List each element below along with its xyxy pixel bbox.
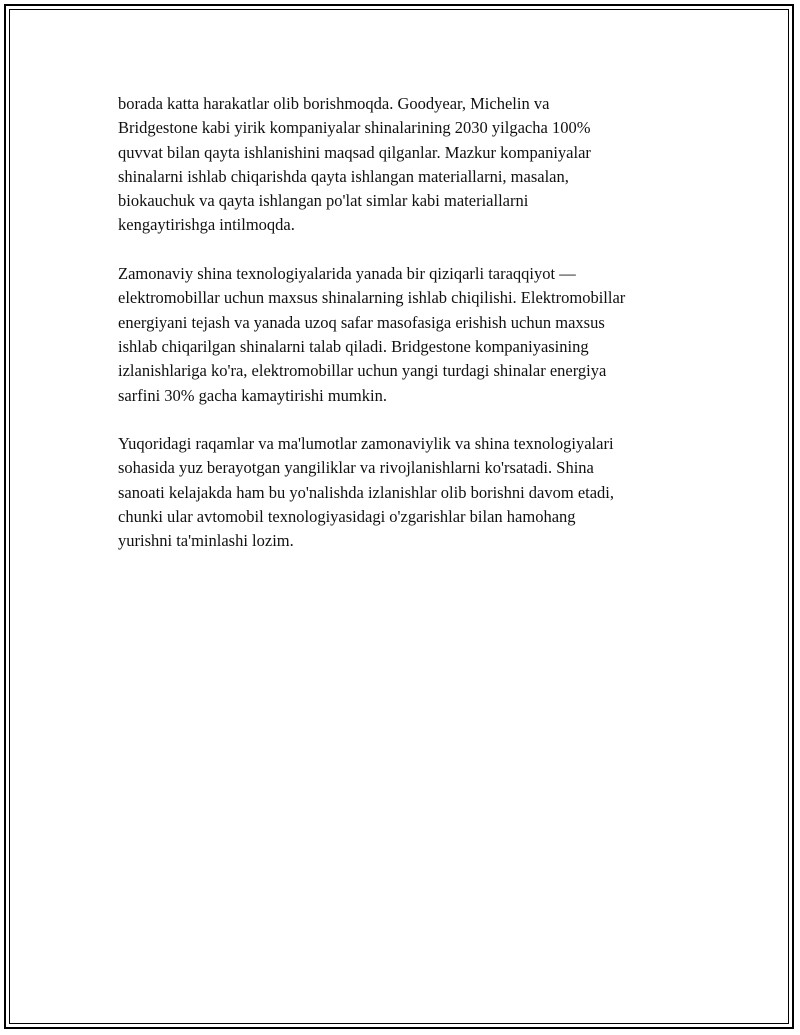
text-line: borada katta harakatlar olib borishmoqda. Goodyear, Michelin va: [118, 94, 550, 113]
text-line: izlanishlariga ko'ra, elektromobillar uchun yangi turdagi shinalar energiya: [118, 361, 607, 381]
text-line: quvvat bilan qayta ishlanishini maqsad qilganlar. Mazkur kompaniyalar: [118, 142, 591, 162]
text-line: sanoati kelajakda ham bu yo'nalishda izlanishlar olib borishni davom etadi,: [118, 482, 615, 502]
text-line: Yuqoridagi raqamlar va ma'lumotlar zamonaviylik va shina texnologiyalari: [118, 434, 614, 454]
text-line: elektromobillar uchun maxsus shinalarning ishlab chiqilishi. Elektromobillar: [118, 288, 626, 308]
text-line: energiyani tejash va yanada uzoq safar masofasiga erishish uchun maxsus: [118, 312, 605, 332]
text-line: kengaytirishga intilmoqda.: [118, 215, 295, 235]
text-line: Bridgestone kabi yirik kompaniyalar shinalarining 2030 yilgacha 100%: [118, 118, 591, 138]
document-body: [118, 92, 688, 578]
text-line: ishlab chiqarilgan shinalarni talab qiladi. Bridgestone kompaniyasining: [118, 336, 589, 356]
text-line: shinalarni ishlab chiqarishda qayta ishlangan materiallarni, masalan,: [118, 166, 569, 186]
text-line: yurishni ta'minlashi lozim.: [118, 531, 294, 551]
text-line: biokauchuk va qayta ishlangan po'lat simlar kabi materiallarni: [118, 191, 529, 211]
text-line: chunki ular avtomobil texnologiyasidagi o'zgarishlar bilan hamohang: [118, 507, 576, 527]
paragraph-3: [118, 432, 688, 553]
paragraph-1: [118, 92, 688, 238]
text-line: Zamonaviy shina texnologiyalarida yanada bir qiziqarli taraqqiyot —: [118, 264, 576, 284]
paragraph-2: [118, 262, 688, 408]
text-line: sohasida yuz berayotgan yangiliklar va rivojlanishlarni ko'rsatadi. Shina: [118, 458, 594, 478]
text-line: sarfini 30% gacha kamaytirishi mumkin.: [118, 385, 387, 405]
